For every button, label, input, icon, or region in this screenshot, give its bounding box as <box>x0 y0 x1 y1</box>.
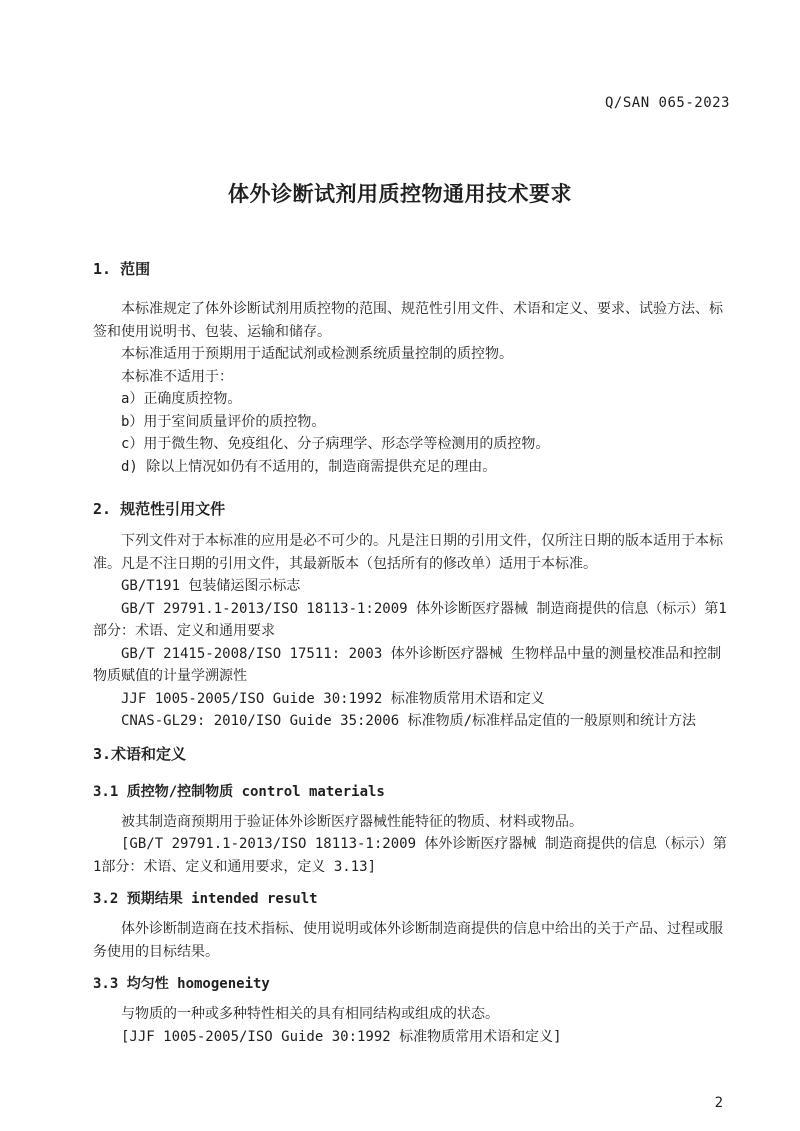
reference-item: GB/T 21415-2008/ISO 17511: 2003 体外诊断医疗器械 生物样品中量的测量校准品和控制物质赋值的计量学溯源性 <box>93 645 722 684</box>
document-body <box>93 250 727 1048</box>
section-2-heading: 2. 规范性引用文件 <box>93 500 226 518</box>
term-3-3-heading: 3.3 均匀性 homogeneity <box>93 976 270 992</box>
term-3-1-source: [GB/T 29791.1-2013/ISO 18113-1:2009 体外诊断医疗器械 制造商提供的信息（标示）第1部分：术语、定义和通用要求，定义 3.13] <box>93 836 727 875</box>
document-title: 体外诊断试剂用质控物通用技术要求 <box>228 182 572 206</box>
section-1-heading: 1. 范围 <box>93 260 151 278</box>
list-item-b: b）用于室间质量评价的质控物。 <box>121 413 326 430</box>
section-1-paragraph-applicability: 本标准适用于预期用于适配试剂或检测系统质量控制的质控物。 <box>121 346 513 362</box>
reference-item: JJF 1005-2005/ISO Guide 30:1992 标准物质常用术语和定义 <box>121 690 545 707</box>
reference-item: CNAS-GL29: 2010/ISO Guide 35:2006 标准物质/标准样品定值的一般原则和统计方法 <box>121 713 697 729</box>
list-item-c: c）用于微生物、免疫组化、分子病理学、形态学等检测用的质控物。 <box>121 436 550 452</box>
standard-code: Q/SAN 065-2023 <box>604 95 730 111</box>
section-1-paragraph-exclusions-lead: 本标准不适用于： <box>121 368 233 385</box>
list-item-a: a）正确度质控物。 <box>121 391 242 407</box>
term-3-1-definition: 被其制造商预期用于验证体外诊断医疗器械性能特征的物质、材料或物品。 <box>121 813 583 830</box>
reference-item: GB/T 29791.1-2013/ISO 18113-1:2009 体外诊断医疗器械 制造商提供的信息（标示）第1部分：术语、定义和通用要求 <box>93 600 727 639</box>
term-3-1-heading: 3.1 质控物/控制物质 control materials <box>93 783 385 800</box>
section-2-intro: 下列文件对于本标准的应用是必不可少的。凡是注日期的引用文件，仅所注日期的版本适用于本标准。凡是不注日期的引用文件，其最新版本（包括所有的修改单）适用于本标准。 <box>93 533 723 572</box>
term-3-3-definition: 与物质的一种或多种特性相关的具有相同结构或组成的状态。 <box>121 1006 499 1022</box>
page-number: 2 <box>714 1095 723 1111</box>
section-3-heading: 3.术语和定义 <box>93 744 187 763</box>
term-3-3-source: [JJF 1005-2005/ISO Guide 30:1992 标准物质常用术语和定义] <box>121 1028 562 1045</box>
reference-item: GB/T191 包装储运图示标志 <box>121 578 301 594</box>
list-item-d: d) 除以上情况如仍有不适用的，制造商需提供充足的理由。 <box>121 458 497 475</box>
term-3-2-definition: 体外诊断制造商在技术指标、使用说明或体外诊断制造商提供的信息中给出的关于产品、过程或服务使用的目标结果。 <box>93 921 723 960</box>
term-3-2-heading: 3.2 预期结果 intended result <box>93 891 318 907</box>
section-1-paragraph-scope: 本标准规定了体外诊断试剂用质控物的范围、规范性引用文件、术语和定义、要求、试验方法、标签和使用说明书、包装、运输和储存。 <box>93 301 723 340</box>
